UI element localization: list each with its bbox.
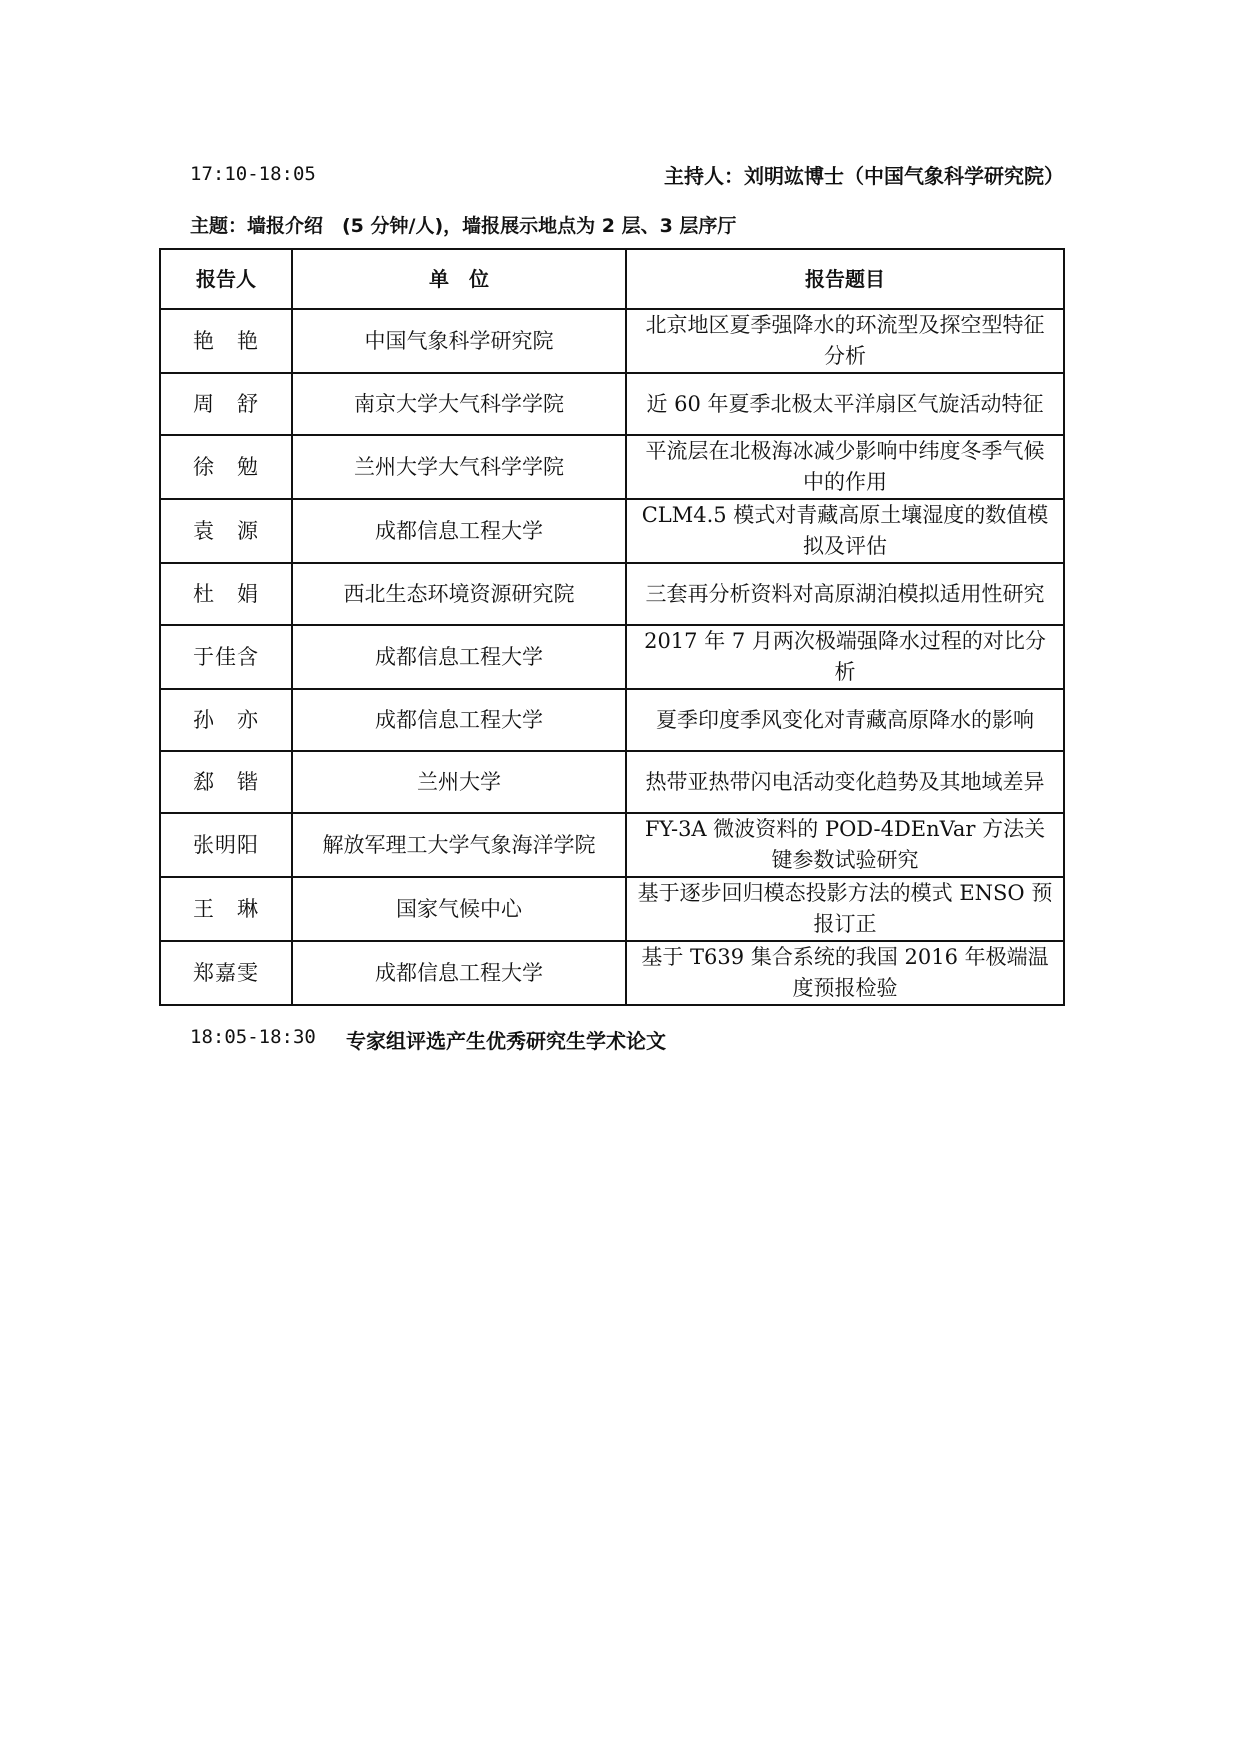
report-title: 平流层在北极海冰减少影响中纬度冬季气候中的作用 — [626, 435, 1064, 499]
header-unit: 单 位 — [292, 249, 626, 309]
presenter-unit: 兰州大学 — [292, 751, 626, 813]
poster-schedule-table — [159, 248, 1065, 1006]
presenter-unit: 成都信息工程大学 — [292, 941, 626, 1005]
presenter-name: 艳 艳 — [160, 309, 292, 373]
footer-text: 专家组评选产生优秀研究生学术论文 — [346, 1029, 666, 1053]
presenter-unit: 解放军理工大学气象海洋学院 — [292, 813, 626, 877]
presenter-name: 孙 亦 — [160, 689, 292, 751]
table-row — [160, 625, 1064, 689]
report-title: 基于 T639 集合系统的我国 2016 年极端温度预报检验 — [626, 941, 1064, 1005]
presenter-unit: 西北生态环境资源研究院 — [292, 563, 626, 625]
presenter-name: 杜 娟 — [160, 563, 292, 625]
table-row — [160, 309, 1064, 373]
table-header-row — [160, 249, 1064, 309]
table-row — [160, 499, 1064, 563]
report-title: 北京地区夏季强降水的环流型及探空型特征分析 — [626, 309, 1064, 373]
presenter-unit: 成都信息工程大学 — [292, 499, 626, 563]
presenter-unit: 兰州大学大气科学学院 — [292, 435, 626, 499]
presenter-name: 张明阳 — [160, 813, 292, 877]
presenter-name: 郑嘉雯 — [160, 941, 292, 1005]
report-title: FY-3A 微波资料的 POD-4DEnVar 方法关键参数试验研究 — [626, 813, 1064, 877]
report-title: 2017 年 7 月两次极端强降水过程的对比分析 — [626, 625, 1064, 689]
presenter-unit: 南京大学大气科学学院 — [292, 373, 626, 435]
presenter-name: 徐 勉 — [160, 435, 292, 499]
table-row — [160, 563, 1064, 625]
presenter-name: 袁 源 — [160, 499, 292, 563]
table-row — [160, 813, 1064, 877]
presenter-name: 于佳含 — [160, 625, 292, 689]
session-host: 主持人：刘明竑博士（中国气象科学研究院） — [664, 164, 1064, 188]
presenter-unit: 国家气候中心 — [292, 877, 626, 941]
header-title: 报告题目 — [626, 249, 1064, 309]
table-row — [160, 435, 1064, 499]
presenter-name: 王 琳 — [160, 877, 292, 941]
table-row — [160, 877, 1064, 941]
table-row — [160, 689, 1064, 751]
footer-time: 18:05-18:30 — [190, 1026, 316, 1048]
presenter-unit: 中国气象科学研究院 — [292, 309, 626, 373]
report-title: 热带亚热带闪电活动变化趋势及其地域差异 — [626, 751, 1064, 813]
report-title: 夏季印度季风变化对青藏高原降水的影响 — [626, 689, 1064, 751]
presenter-unit: 成都信息工程大学 — [292, 689, 626, 751]
report-title: 三套再分析资料对高原湖泊模拟适用性研究 — [626, 563, 1064, 625]
report-title: CLM4.5 模式对青藏高原土壤湿度的数值模拟及评估 — [626, 499, 1064, 563]
session-topic: 主题：墙报介绍 (5 分钟/人)，墙报展示地点为 2 层、3 层序厅 — [190, 215, 737, 237]
session-time: 17:10-18:05 — [190, 163, 316, 185]
header-presenter: 报告人 — [160, 249, 292, 309]
report-title: 近 60 年夏季北极太平洋扇区气旋活动特征 — [626, 373, 1064, 435]
presenter-name: 郄 锴 — [160, 751, 292, 813]
table-row — [160, 941, 1064, 1005]
presenter-name: 周 舒 — [160, 373, 292, 435]
report-title: 基于逐步回归模态投影方法的模式 ENSO 预报订正 — [626, 877, 1064, 941]
table-row — [160, 751, 1064, 813]
presenter-unit: 成都信息工程大学 — [292, 625, 626, 689]
table-row — [160, 373, 1064, 435]
